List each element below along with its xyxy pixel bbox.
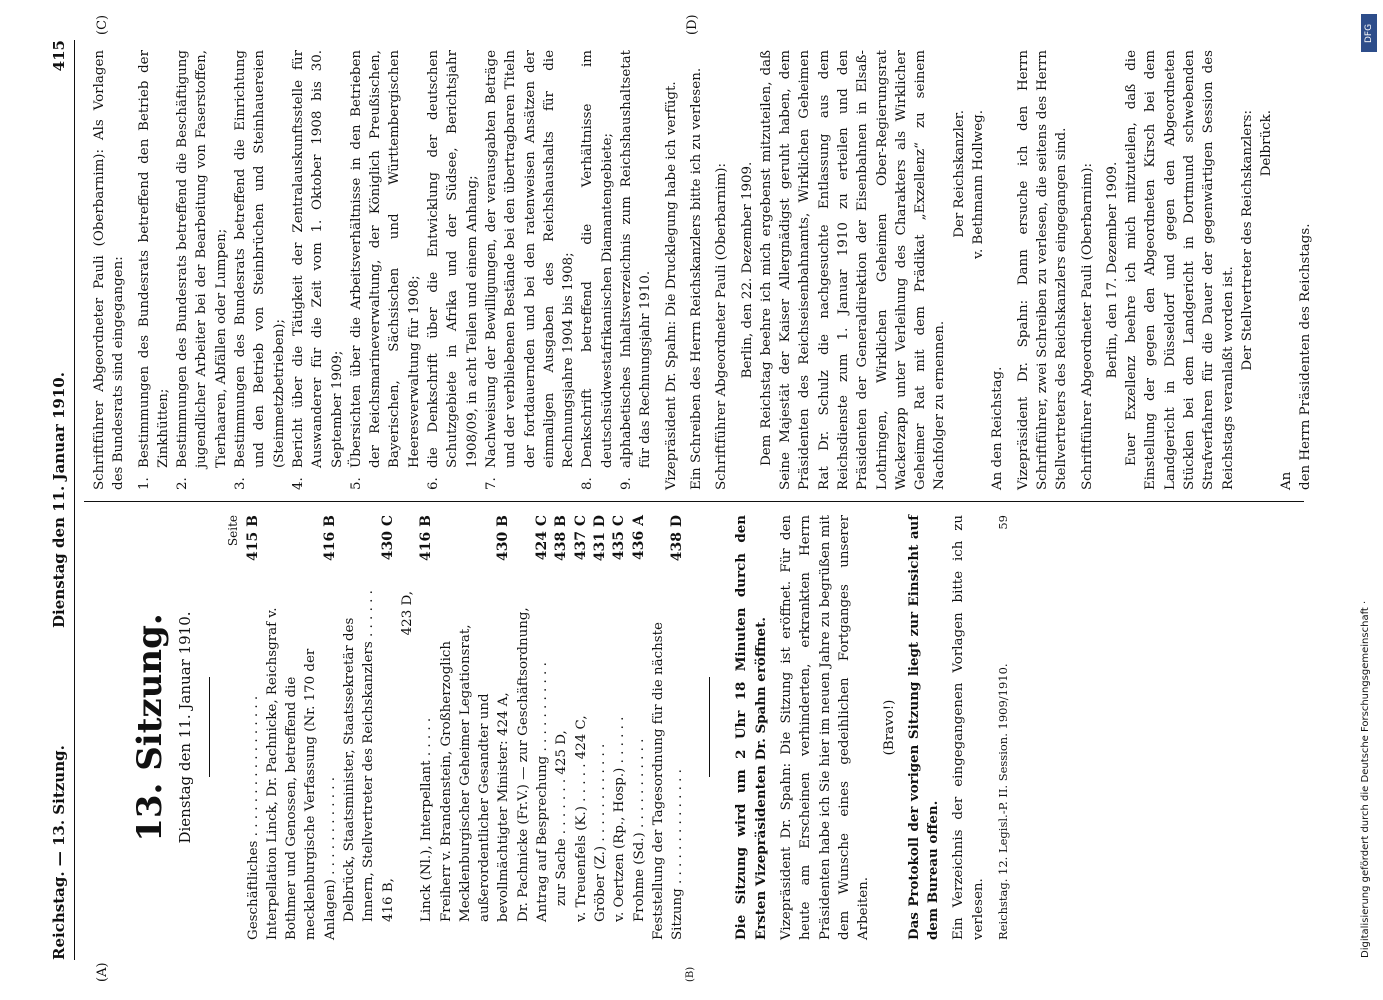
dfg-logo-icon: DFG	[1361, 14, 1377, 52]
list-item: 6. die Denkschrift über die Entwicklung der deutschen Schutzgebiete in Afrika und der Südsee, Berichtsjahr 1908/09, in acht Teilen und einem Anhang;	[426, 50, 480, 490]
secretary-label: Schriftführer Abgeordneter Pauli (Oberbarnim):	[714, 162, 730, 490]
letter-date: Berlin, den 22. Dezember 1909.	[739, 161, 755, 379]
page-footer	[994, 515, 1013, 940]
list-item: 5. Übersichten über die Arbeitsverhältnisse in den Betrieben der Reichsmarineverwaltung, der Königlich Preußischen, Bayerischen, Sächsischen und Württembergischen Heeresverwaltung für 1908;	[348, 50, 422, 490]
footer-session: Reichstag. 12. Legisl.-P. II. Session. 1909/1910.	[995, 663, 1010, 940]
toc-entry: zur Sache . . . . . . . 425 D, 438 B	[553, 515, 570, 906]
list-item: 9. alphabetisches Inhaltsverzeichnis zum Reichshaushaltsetat für das Rechnungsjahr 1910.	[619, 50, 654, 490]
speech-paragraph: Vizepräsident Dr. Spahn: Die Sitzung ist eröffnet. Für den heute am Erscheinen verhinderten, erkrankten Herrn Präsidenten habe ich Sie hier im neuen Jahre zu begrüßen mit dem Wunsche eines gedeihlichen Fortganges unserer Arbeiten.	[779, 515, 872, 940]
letter2-address-1: An	[1278, 471, 1294, 490]
toc-entry: Gröber (Z.) . . . . . . . . . . . . 431 D	[591, 515, 608, 922]
applause-note: (Bravo!)	[881, 699, 897, 756]
margin-mark-d: (D)	[685, 14, 700, 35]
request-paragraph: Vizepräsident Dr. Spahn: Dann ersuche ich den Herrn Schriftführer, zwei Schreiben zu verlesen, die seitens des Herrn Stellvertreters des Reichskanzlers eingegangen sind.	[1015, 50, 1070, 490]
sitting-title: 13. Sitzung.	[130, 613, 170, 842]
toc-entry: Interpellation Linck, Dr. Pachnicke, Reichsgraf v. Bothmer und Genossen, betreffend die mecklenburgische Verfassung (Nr. 170 der Anlagen) . . . . . . . . . . . . 416 B	[264, 515, 338, 940]
footer-number: 59	[995, 515, 1010, 530]
list-request-paragraph: Ein Verzeichnis der eingegangenen Vorlagen bitte ich zu verlesen.	[951, 515, 986, 940]
right-column	[90, 50, 1321, 490]
toc-entry: Delbrück, Staatsminister, Staatssekretär des Innern, Stellvertreter des Reichskanzlers . . . . . . 416 B, 430 C	[342, 515, 396, 922]
secretary-label-2: Schriftführer Abgeordneter Pauli (Oberbarnim):	[1079, 162, 1095, 490]
column-divider	[84, 501, 1304, 502]
margin-mark-c: (C)	[95, 14, 110, 35]
section-rule	[709, 678, 710, 778]
opening-paragraph: Die Sitzung wird um 2 Uhr 18 Minuten durch den Ersten Vizepräsidenten Dr. Spahn eröffnet.	[733, 515, 769, 940]
letter2-address-2: den Herrn Präsidenten des Reichstags.	[1297, 223, 1313, 490]
letter2-signature: Delbrück.	[1259, 110, 1275, 177]
toc-entry: Geschäftliches . . . . . . . . . . . . . . . . . 415 B	[244, 515, 261, 940]
toc-entry: Dr. Pachnicke (Fr.V.) — zur Geschäftsordnung, Antrag auf Besprechung . . . . . . . . . . . 424 C	[515, 515, 551, 922]
toc-entry: Feststellung der Tagesordnung für die nächste Sitzung . . . . . . . . . . . . . . 438 D	[650, 515, 686, 940]
list-item: 1. Bestimmungen des Bundesrats betreffend den Betrieb der Zinkhütten;	[136, 50, 171, 490]
sitting-date: Dienstag den 11. Januar 1910.	[176, 611, 194, 844]
letter2-date: Berlin, den 17. Dezember 1909.	[1104, 161, 1120, 379]
letter-role: Der Reichskanzler.	[951, 110, 967, 238]
page-number: 415	[50, 40, 68, 72]
toc-entry: 423 D,	[399, 591, 415, 636]
seite-label: Seite	[226, 515, 241, 547]
title-rule	[209, 678, 210, 778]
list-item: 2. Bestimmungen des Bundesrats betreffend die Beschäftigung jugendlicher Arbeiter bei der Bearbeitung von Faserstoffen, Tierhaaren, Abfällen oder Lumpen;	[175, 50, 229, 490]
printing-paragraph: Vizepräsident Dr. Spahn: Die Drucklegung habe ich verfügt.	[663, 81, 679, 490]
letter2-body: Euer Exzellenz beehre ich mich mitzuteilen, daß die Einstellung der gegen den Abgeordneten Kirsch bei dem Landgericht in Düsseldorf und gegen den Abgeordneten Stücklen bei dem Landgericht in Dortmund schwebenden Strafverfahren für die Dauer der gegenwärtigen Session des Reichstags veranlaßt worden ist.	[1124, 50, 1236, 490]
letter-body: Dem Reichstag beehre ich mich ergebenst mitzuteilen, daß Seine Majestät der Kaiser Allergnädigst geruht haben, dem Präsidenten des Reichseisenbahnamts, Wirklichen Geheimen Rat Dr. Schulz die nachgesuchte Entlassung aus dem Reichsdienste zum 1. Januar 1910 zu erteilen und den Präsidenten der Generaldirektion der Eisenbahnen in Elsaß-Lothringen, Wirklichen Geheimen Ober-Regierungsrat Wackerzapp unter Verleihung des Charakters als Wirklicher Geheimer Rat mit dem Prädikat „Exzellenz“ zu seinem Nachfolger zu ernennen.	[758, 50, 948, 490]
toc-entry: Linck (Nl.), Interpellant . . . . . 416 B	[418, 515, 435, 922]
header-left: Reichstag. — 13. Sitzung.	[50, 745, 68, 960]
list-item: 4. Bericht über die Tätigkeit der Zentralauskunftsstelle für Auswanderer für die Zeit vom 1. Oktober 1908 bis 30. September 1909;	[290, 50, 345, 490]
letter-request-paragraph: Ein Schreiben des Herrn Reichskanzlers bitte ich zu verlesen.	[688, 67, 704, 490]
letter2-role: Der Stellvertreter des Reichskanzlers:	[1239, 110, 1255, 371]
toc-entry: v. Oertzen (Rp., Hosp.) . . . . . . 435 C	[611, 515, 628, 922]
left-column	[90, 515, 1013, 940]
margin-mark-b: (B)	[685, 966, 696, 982]
list-item: 7. Nachweisung der Bewilligungen, der verausgabten Beträge und der verbliebenen Bestände bei den übertragbaren Titeln der fortdauernden und bei den ratenweisen Ansätzen der einmaligen Ausgaben des Reichshaushalts für die Rechnungsjahre 1904 bis 1908;	[483, 50, 577, 490]
letter-address: An den Reichstag.	[990, 366, 1006, 490]
protocol-paragraph: Das Protokoll der vorigen Sitzung liegt zur Einsicht auf dem Bureau offen.	[905, 515, 942, 940]
margin-mark-a: (A)	[95, 962, 110, 982]
intro-paragraph: Schriftführer Abgeordneter Pauli (Oberbarnim): Als Vorlagen des Bundesrats sind eingegangen:	[92, 50, 127, 490]
list-item: 8. Denkschrift betreffend die Verhältnisse im deutschsüdwestafrikanischen Diamantengebiete;	[580, 50, 615, 490]
toc-entry: Frohme (Sd.) . . . . . . . . . . . 436 A	[630, 515, 647, 922]
letter-signature: v. Bethmann Hollweg.	[971, 110, 987, 259]
dfg-sidebar	[1358, 10, 1380, 980]
header-date: Dienstag den 11. Januar 1910.	[50, 372, 68, 628]
dfg-credit: Digitalisierung gefördert durch die Deutsche Forschungsgemeinschaft ·	[1360, 600, 1371, 958]
header-rule	[74, 40, 75, 960]
toc-entry: Freiherr v. Brandenstein, Großherzoglich Mecklenburgischer Geheimer Legationsrat, außerordentlicher Gesandter und bevollmächtigter Minister: 424 A, 430 B	[438, 515, 512, 922]
table-of-contents	[224, 515, 687, 940]
running-header	[50, 40, 70, 960]
toc-entry: v. Treuenfels (K.) . . . . . 424 C, 437 C	[572, 515, 589, 922]
list-item: 3. Bestimmungen des Bundesrats betreffend die Einrichtung und den Betrieb von Steinbrüchen und Steinhauereien (Steinmetzbetrieben);	[233, 50, 287, 490]
